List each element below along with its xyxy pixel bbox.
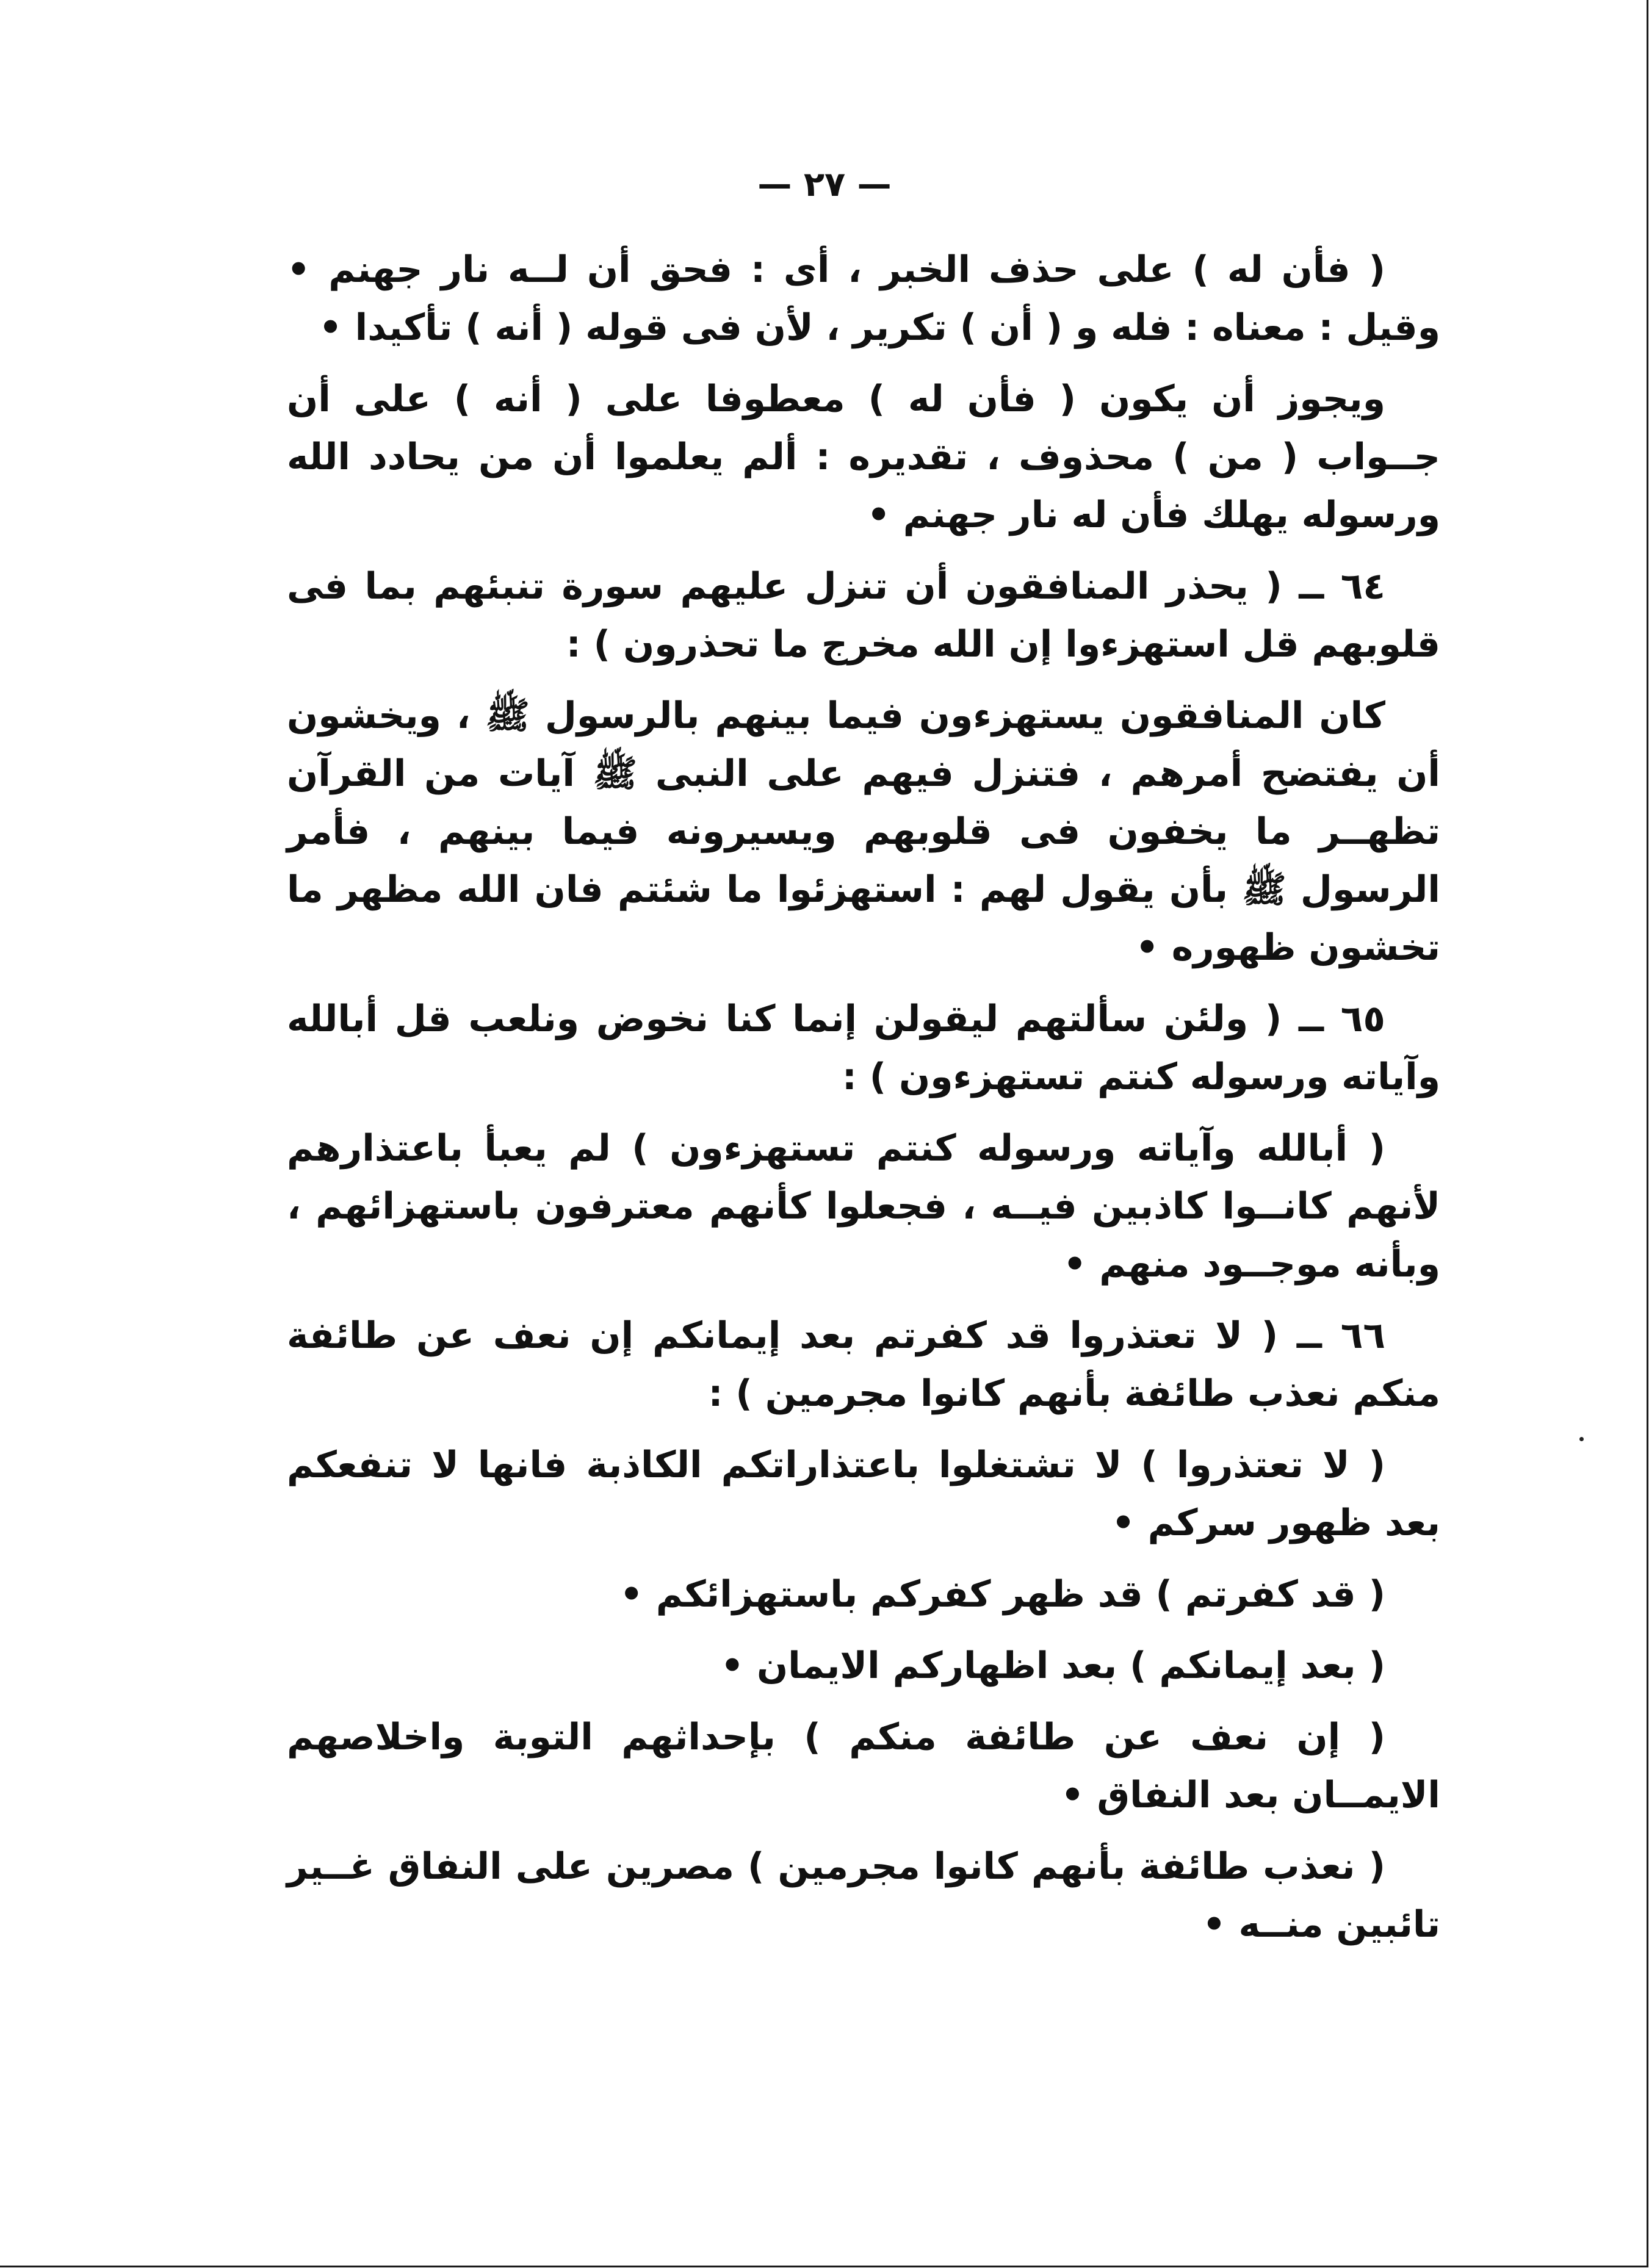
paragraph-9: ( قد كفرتم ) قد ظهر كفركم باستهزائكم • — [619, 1573, 1385, 1616]
paragraph-12: ( نعذب طائفة بأنهم كانوا مجرمين ) مصرين على النفاق غــير تائبين منــه • — [287, 1845, 1440, 1946]
paragraph-11: ( إن نعف عن طائفة منكم ) بإحداثهم التوبة واخلاصهم الايمــان بعد النفاق • — [287, 1716, 1440, 1816]
paragraph-2: ويجوز أن يكون ( فأن له ) معطوفا على ( أنه ) على أن جــواب ( من ) محذوف ، تقديره : ألم يعلموا أن من يحادد الله ورسوله يهلك فأن له نار جهنم • — [287, 378, 1440, 536]
paragraph-10: ( بعد إيمانكم ) بعد اظهاركم الايمان • — [720, 1644, 1385, 1687]
paragraph-8: ( لا تعتذروا ) لا تشتغلوا باعتذاراتكم الكاذبة فانها لا تنفعكم بعد ظهور سركم • — [287, 1444, 1440, 1544]
paragraph-6: ( أبالله وآياته ورسوله كنتم تستهزءون ) لم يعبأ باعتذارهم لأنهم كانــوا كاذبين فيــه ، فجعلوا كأنهم معترفون باستهزائهم ، وبأنه موجــود منهم • — [287, 1127, 1440, 1286]
verse-65-heading: ٦٥ ــ ( ولئن سألتهم ليقولن إنما كنا نخوض ونلعب قل أبالله وآياته ورسوله كنتم تستهزءون ) : — [287, 998, 1440, 1098]
paragraph-4: كان المنافقون يستهزءون فيما بينهم بالرسول ﷺ ، ويخشون أن يفتضح أمرهم ، فتنزل فيهم على النبى ﷺ آيات من القرآن تظهــر ما يخفون فى قلوبهم ويسيرونه فيما بينهم ، فأمر الرسول ﷺ بأن يقول لهم : استهزئوا ما شئتم فان الله مظهر ما تخشون ظهوره • — [287, 694, 1440, 969]
verse-64-heading: ٦٤ ــ ( يحذر المنافقون أن تنزل عليهم سورة تنبئهم بما فى قلوبهم قل استهزءوا إن الله مخرج ما تحذرون ) : — [287, 565, 1440, 666]
verse-66-heading: ٦٦ ــ ( لا تعتذروا قد كفرتم بعد إيمانكم إن نعف عن طائفة منكم نعذب طائفة بأنهم كانوا مجرمين ) : — [287, 1314, 1440, 1415]
body-text — [287, 241, 1440, 1967]
scan-speck — [1579, 1437, 1584, 1441]
page-number: — ٢٧ — — [757, 165, 892, 204]
paragraph-1: ( فأن له ) على حذف الخبر ، أى : فحق أن لــه نار جهنم • وقيل : معناه : فله و ( أن ) تكرير ، لأن فى قوله ( أنه ) تأكيدا • — [287, 248, 1440, 349]
